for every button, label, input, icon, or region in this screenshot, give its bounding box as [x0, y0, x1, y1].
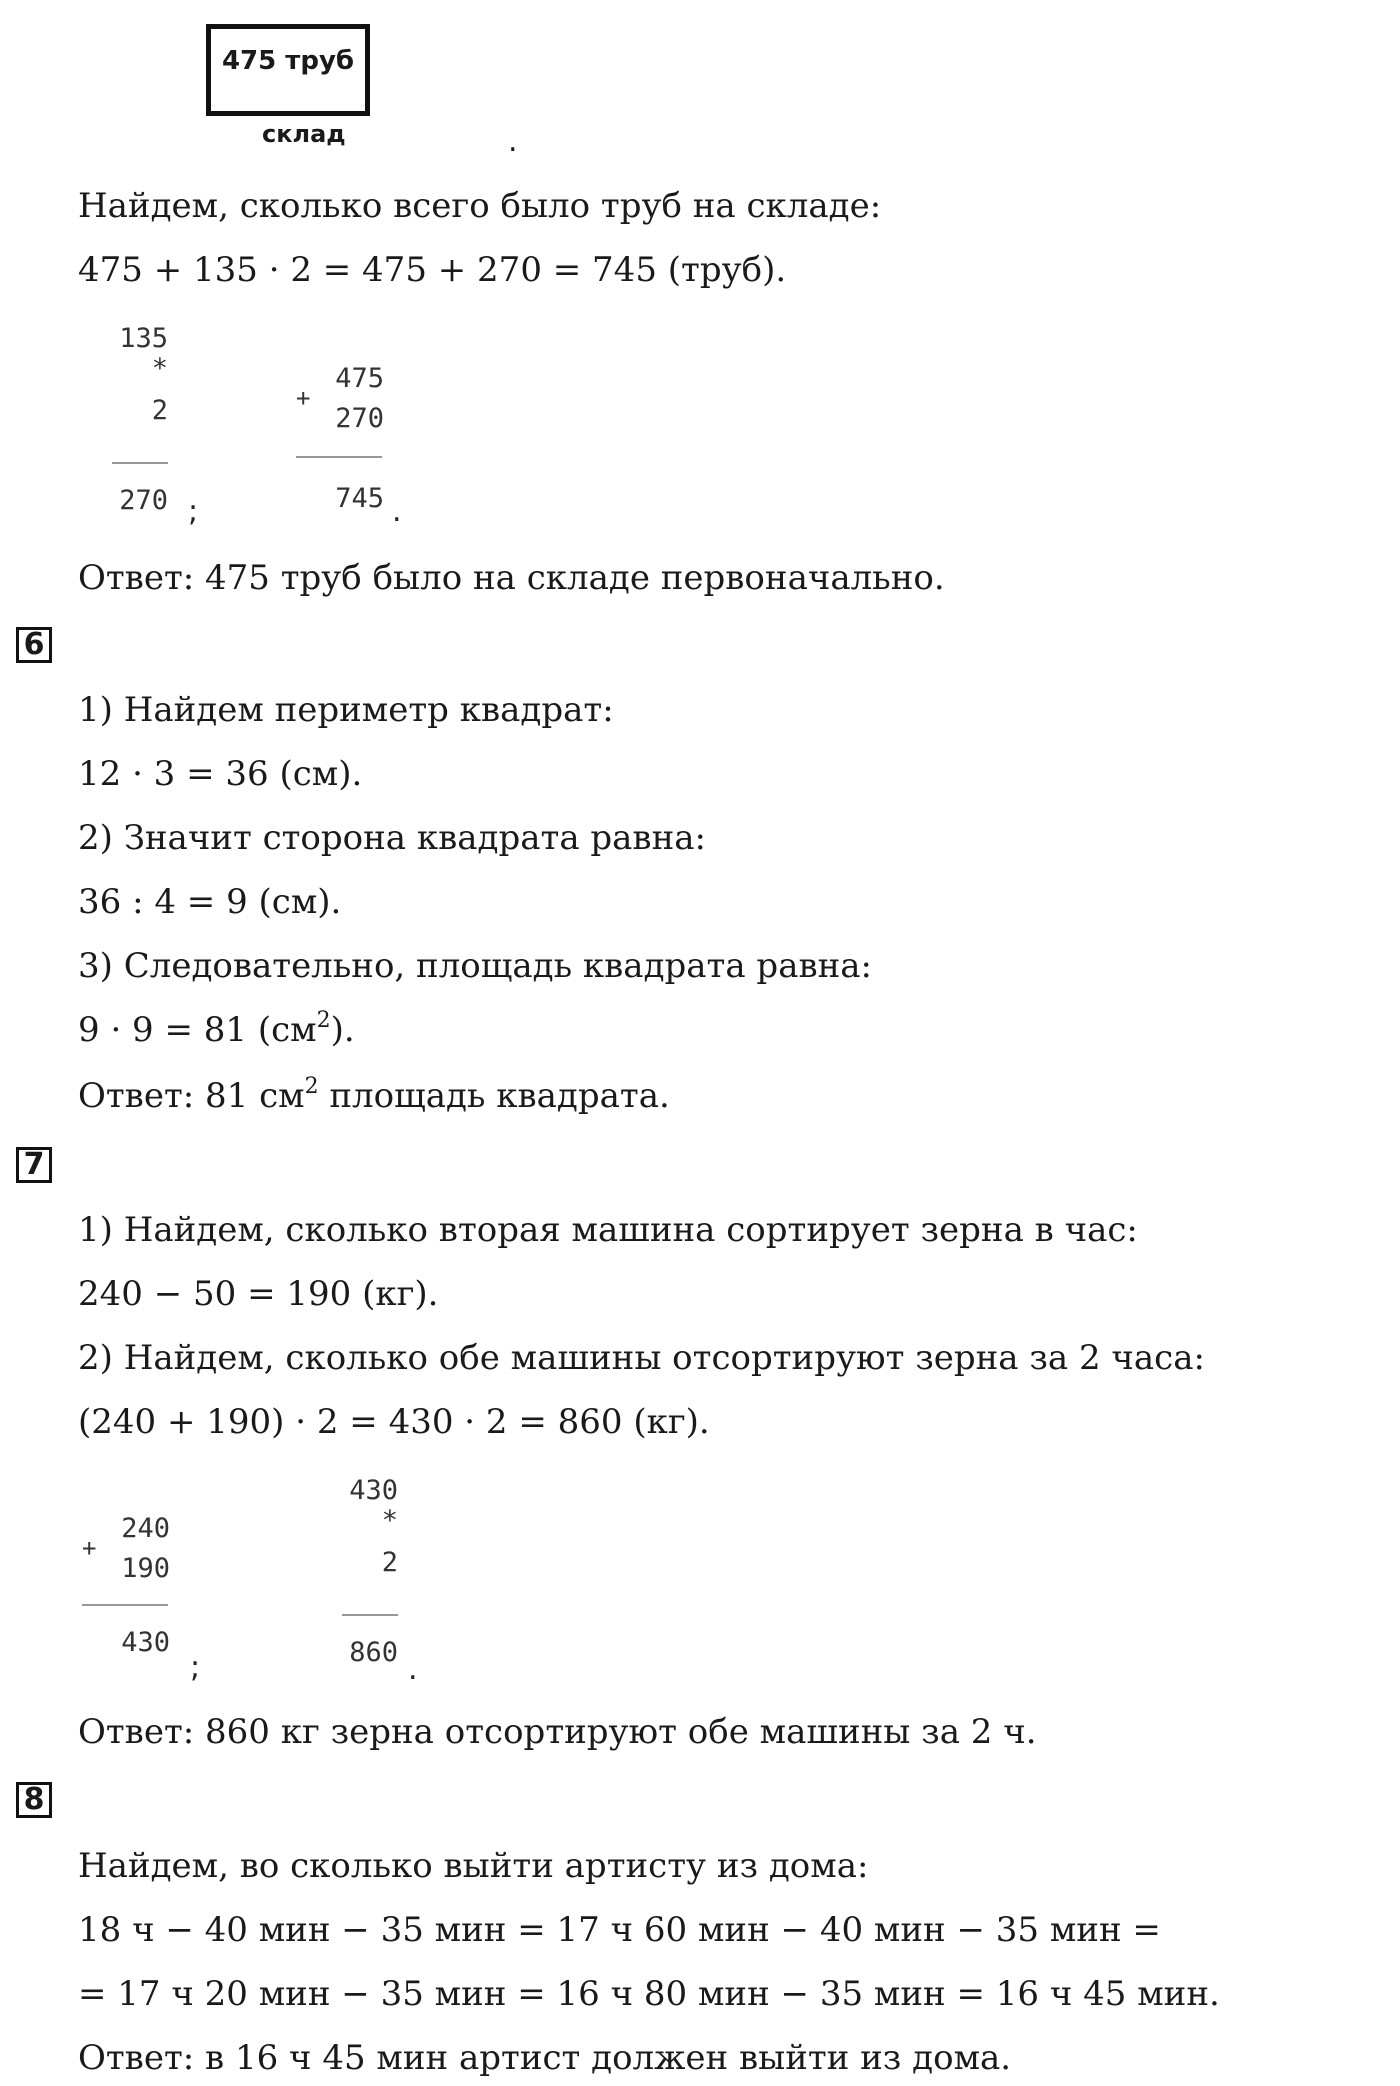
- task5-mult-column: [100, 324, 168, 426]
- task6-line-4: 36 : 4 = 9 (см).: [78, 882, 342, 922]
- warehouse-box: [206, 24, 370, 116]
- task8-number: 8: [16, 1782, 52, 1818]
- task6-answer-sup: 2: [304, 1074, 319, 1099]
- task6-line-1: 1) Найдем периметр квадрат:: [78, 690, 614, 730]
- warehouse-box-text: 475 труб: [221, 46, 355, 76]
- task8-answer: Ответ: в 16 ч 45 мин артист должен выйти из дома.: [78, 2038, 1012, 2078]
- task7-mult-op: *: [381, 1505, 398, 1536]
- task7-line-1: 1) Найдем, сколько вторая машина сортирует зерна в час:: [78, 1210, 1138, 1250]
- task7-mult-bottom: 2: [381, 1547, 398, 1578]
- task5-add-result: 745: [335, 483, 384, 514]
- task6-answer: [78, 1076, 670, 1116]
- task6-answer-before: Ответ: 81 см: [78, 1076, 305, 1116]
- task5-add-op: +: [296, 384, 311, 412]
- task7-line-4: (240 + 190) · 2 = 430 · 2 = 860 (кг).: [78, 1402, 710, 1442]
- task5-add-sep: .: [392, 494, 402, 529]
- task8-line-1: Найдем, во сколько выйти артисту из дома:: [78, 1846, 869, 1886]
- task7-line-2: 240 − 50 = 190 (кг).: [78, 1274, 439, 1314]
- task5-mult-result: 270: [119, 485, 168, 516]
- task6-area-eq-before: 9 · 9 = 81 (см: [78, 1010, 317, 1050]
- task7-add-top: 240: [121, 1513, 170, 1544]
- task8-line-2: 18 ч − 40 мин − 35 мин = 17 ч 60 мин − 40 мин − 35 мин =: [78, 1910, 1161, 1950]
- task7-number: 7: [16, 1147, 52, 1183]
- task5-mult-rule: [112, 462, 168, 464]
- task7-add-column: [104, 1514, 170, 1584]
- task7-add-bottom: 190: [121, 1553, 170, 1584]
- task5-intro: Найдем, сколько всего было труб на складе:: [78, 186, 882, 226]
- task5-mult-top: 135: [119, 323, 168, 354]
- task6-area-eq-sup: 2: [316, 1008, 331, 1033]
- task7-mult-sep: .: [408, 1652, 418, 1687]
- task6-line-3: 2) Значит сторона квадрата равна:: [78, 818, 706, 858]
- task6-number: 6: [16, 627, 52, 663]
- task7-add-sep: ;: [190, 1650, 201, 1685]
- task5-mult-op: *: [151, 353, 168, 384]
- warehouse-label: склад: [262, 120, 346, 148]
- task5-add-bottom: 270: [335, 403, 384, 434]
- task7-add-op: +: [82, 1534, 97, 1562]
- task5-add-top: 475: [335, 363, 384, 394]
- task7-add-rule: [82, 1604, 168, 1606]
- task8-line-3: = 17 ч 20 мин − 35 мин = 16 ч 80 мин − 35 мин = 16 ч 45 мин.: [78, 1974, 1220, 2014]
- task7-add-result: 430: [121, 1627, 170, 1658]
- task5-add-column: [318, 364, 384, 434]
- task5-add-rule: [296, 456, 382, 458]
- task6-area-eq-after: ).: [330, 1010, 355, 1050]
- task6-line-5: 3) Следовательно, площадь квадрата равна:: [78, 946, 872, 986]
- task6-area-equation: [78, 1010, 355, 1050]
- task7-mult-result: 860: [349, 1637, 398, 1668]
- task7-line-3: 2) Найдем, сколько обе машины отсортируют зерна за 2 часа:: [78, 1338, 1205, 1378]
- task7-mult-column: [330, 1476, 398, 1578]
- task5-mult-bottom: 2: [151, 395, 168, 426]
- warehouse-dot: .: [508, 124, 518, 159]
- task5-mult-sep: ;: [188, 494, 199, 529]
- task6-line-2: 12 · 3 = 36 (см).: [78, 754, 363, 794]
- task7-mult-rule: [342, 1614, 398, 1616]
- task5-answer: Ответ: 475 труб было на складе первоначально.: [78, 558, 945, 598]
- task7-mult-top: 430: [349, 1475, 398, 1506]
- task6-answer-after: площадь квадрата.: [318, 1076, 670, 1116]
- task7-answer: Ответ: 860 кг зерна отсортируют обе машины за 2 ч.: [78, 1712, 1037, 1752]
- task5-equation: 475 + 135 · 2 = 475 + 270 = 745 (труб).: [78, 250, 787, 290]
